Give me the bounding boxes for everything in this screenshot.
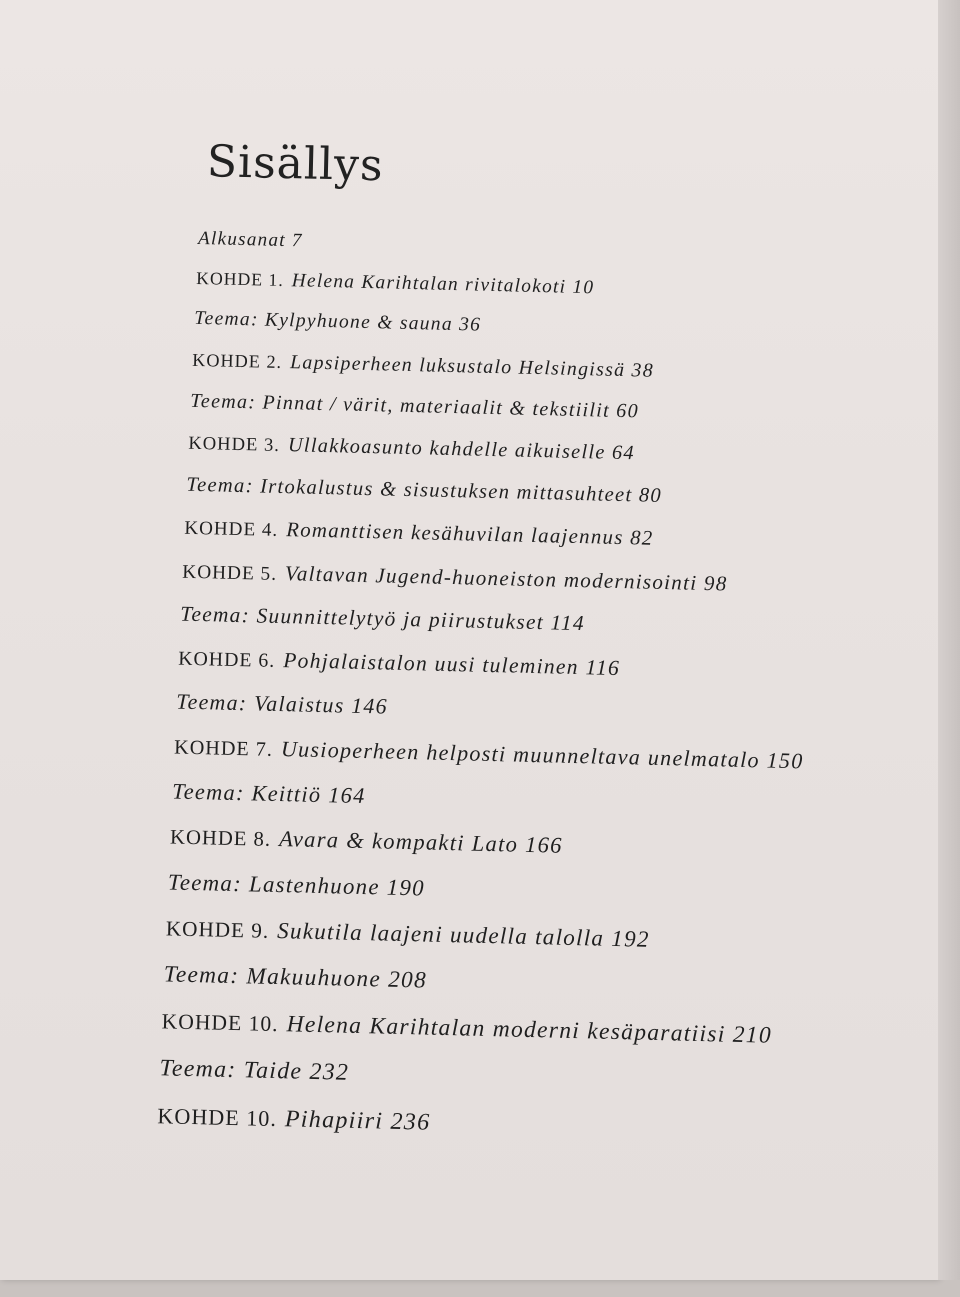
toc-entry-label: KOHDE 5. [182, 561, 278, 586]
toc-entry-text: Teema: Irtokalustus & sisustuksen mittasuhteet 80 [186, 473, 663, 507]
toc-entry-label: KOHDE 8. [169, 826, 272, 852]
toc-entry-label: KOHDE 7. [173, 736, 274, 762]
toc-entry [157, 1103, 431, 1136]
page-title: Sisällys [206, 136, 385, 192]
toc-entry [166, 915, 650, 952]
toc-entry-text: Helena Karihtalan moderni kesäparatiisi 210 [286, 1011, 773, 1049]
toc-entry-label: KOHDE 10. [157, 1103, 278, 1132]
toc-entry-text: Pohjalaistalon uusi tuleminen 116 [282, 648, 621, 681]
toc-entry-label: KOHDE 3. [188, 432, 281, 456]
toc-entry [194, 308, 481, 337]
toc-entry [174, 734, 804, 775]
toc-entry-text: Avara & kompakti Lato 166 [278, 826, 564, 859]
toc-entry [163, 962, 427, 995]
toc-entry [182, 559, 728, 597]
toc-entry [178, 646, 620, 681]
toc-entry-text: Teema: Suunnittelytyö ja piirustukset 114 [180, 602, 586, 636]
toc-entry [170, 824, 563, 859]
toc-entry-label: KOHDE 4. [184, 518, 279, 542]
page-edge [938, 0, 960, 1280]
toc-entry-text: Teema: Lastenhuone 190 [167, 869, 426, 901]
toc-entry-text: Teema: Keittiö 164 [171, 778, 366, 809]
toc-entry [198, 228, 303, 252]
toc-entry [176, 690, 388, 720]
toc-entry [186, 474, 662, 508]
toc-entry-text: Lapsiperheen luksustalo Helsingissä 38 [289, 351, 655, 382]
toc-entry-text: Ullakkoasunto kahdelle aikuiselle 64 [287, 434, 636, 465]
toc-entry-text: Pihapiiri 236 [284, 1106, 431, 1136]
toc-entry [180, 602, 585, 637]
toc-entry-text: Alkusanat 7 [197, 227, 303, 252]
toc-entry [159, 1056, 349, 1087]
toc-entry-text: Teema: Taide 232 [159, 1055, 350, 1087]
toc-entry [161, 1009, 772, 1050]
toc-entry-text: Teema: Makuuhuone 208 [163, 961, 428, 994]
toc-entry-text: Uusioperheen helposti muunneltava unelmatalo 150 [280, 736, 804, 774]
toc-entry-text: Romanttisen kesähuvilan laajennus 82 [285, 518, 654, 551]
toc-entry-text: Teema: Pinnat / värit, materiaalit & tekstiilit 60 [190, 390, 640, 423]
toc-entry-label: KOHDE 10. [161, 1009, 279, 1037]
toc-entry-label: KOHDE 2. [192, 350, 283, 373]
toc-entry [172, 779, 366, 810]
toc-entry-label: KOHDE 9. [165, 916, 270, 943]
toc-entry-text: Valtavan Jugend-huoneiston modernisointi 98 [284, 561, 728, 596]
toc-entry [190, 390, 639, 424]
toc-entry-text: Teema: Kylpyhuone & sauna 36 [194, 308, 482, 337]
toc-entry [168, 869, 426, 901]
toc-entry-text: Sukutila laajeni uudella talolla 192 [276, 918, 651, 952]
toc-entry [188, 432, 635, 466]
toc-entry [192, 349, 654, 383]
toc-entry-label: KOHDE 6. [177, 647, 276, 672]
toc-entry [196, 268, 595, 299]
toc-entry-label: KOHDE 1. [195, 267, 285, 291]
toc-entry-text: Teema: Valaistus 146 [175, 689, 389, 719]
toc-entry [184, 516, 654, 551]
toc-entry-text: Helena Karihtalan rivitalokoti 10 [291, 270, 595, 299]
